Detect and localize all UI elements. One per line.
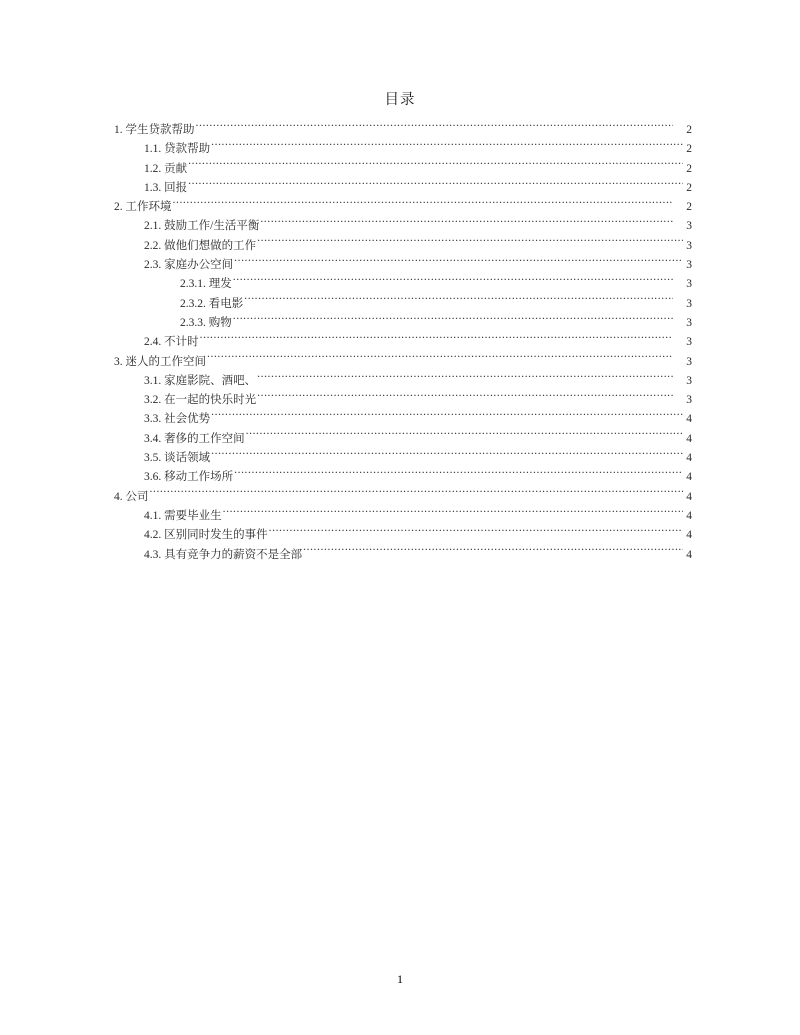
toc-entry[interactable]	[108, 507, 692, 526]
toc-dot-leader	[260, 217, 673, 229]
toc-entry-label: 3.4. 奢侈的工作空间	[144, 432, 245, 445]
toc-dot-leader	[303, 546, 683, 558]
toc-dot-leader	[223, 507, 683, 519]
toc-entry[interactable]	[108, 140, 692, 159]
toc-dot-leader	[233, 275, 673, 287]
toc-entry-label: 2.4. 不计时	[144, 336, 199, 349]
toc-entry[interactable]	[108, 333, 692, 352]
toc-entry-label: 3.5. 谈话领域	[144, 452, 211, 465]
toc-entry-label: 1. 学生贷款帮助	[114, 124, 195, 136]
toc-entry[interactable]	[108, 314, 692, 333]
toc-entry-page-number: 2	[686, 181, 692, 194]
toc-entry[interactable]	[108, 546, 692, 565]
toc-dot-leader	[211, 410, 683, 422]
toc-entry[interactable]	[108, 488, 692, 507]
toc-heading: 目录	[384, 92, 416, 108]
toc-dot-leader	[269, 526, 683, 538]
toc-entry-label: 3.6. 移动工作场所	[144, 471, 234, 484]
toc-dot-leader	[173, 198, 674, 210]
toc-entry[interactable]	[108, 430, 692, 449]
toc-entry[interactable]	[108, 372, 692, 391]
toc-entry[interactable]	[108, 179, 692, 198]
toc-dot-leader	[196, 121, 674, 133]
toc-entry-page-number: 3	[686, 355, 692, 368]
toc-entry-page-number: 3	[686, 259, 692, 272]
toc-entry[interactable]	[108, 410, 692, 429]
toc-dot-leader	[150, 488, 684, 500]
toc-dot-leader	[246, 430, 683, 442]
toc-entry-page-number: 3	[686, 316, 692, 329]
toc-entry-page-number: 2	[686, 124, 692, 136]
toc-entry-label: 3. 迷人的工作空间	[114, 355, 206, 368]
toc-entry-label: 4.2. 区别同时发生的事件	[144, 529, 268, 542]
toc-entry[interactable]	[108, 391, 692, 410]
toc-entry-label: 2.3. 家庭办公空间	[144, 259, 234, 272]
toc-entry-label: 2.3.3. 购物	[180, 316, 232, 329]
table-of-contents	[108, 121, 692, 565]
toc-entry-label: 2.2. 做他们想做的工作	[144, 239, 257, 252]
footer-page-number: 1	[397, 972, 403, 986]
toc-entry-page-number: 4	[686, 432, 692, 445]
toc-entry-page-number: 2	[686, 201, 692, 214]
toc-entry[interactable]	[108, 353, 692, 372]
toc-dot-leader	[244, 295, 673, 307]
toc-entry-page-number: 3	[686, 278, 692, 291]
toc-entry-page-number: 4	[686, 490, 692, 503]
toc-dot-leader	[207, 353, 673, 365]
toc-entry-page-number: 3	[686, 239, 692, 252]
toc-entry-label: 3.1. 家庭影院、酒吧、	[144, 374, 257, 387]
toc-entry-page-number: 3	[686, 374, 692, 387]
toc-entry-label: 2. 工作环境	[114, 201, 172, 214]
toc-dot-leader	[188, 179, 683, 191]
toc-entry[interactable]	[108, 198, 692, 217]
toc-dot-leader	[257, 237, 683, 249]
toc-dot-leader	[233, 314, 673, 326]
toc-entry-label: 2.3.1. 理发	[180, 278, 232, 291]
toc-dot-leader	[257, 372, 673, 384]
toc-dot-leader	[234, 468, 683, 480]
toc-entry-page-number: 3	[686, 297, 692, 310]
toc-entry-page-number: 4	[686, 529, 692, 542]
toc-entry-page-number: 4	[686, 413, 692, 426]
toc-entry-label: 4.3. 具有竞争力的薪资不是全部	[144, 548, 303, 561]
toc-dot-leader	[200, 333, 673, 345]
toc-entry-label: 4.1. 需要毕业生	[144, 509, 222, 522]
toc-entry-page-number: 2	[686, 162, 692, 175]
toc-entry[interactable]	[108, 275, 692, 294]
toc-dot-leader	[188, 160, 683, 172]
toc-entry[interactable]	[108, 121, 692, 140]
toc-entry-page-number: 4	[686, 548, 692, 561]
toc-entry-label: 2.3.2. 看电影	[180, 297, 244, 310]
toc-entry-label: 3.2. 在一起的快乐时光	[144, 394, 257, 407]
toc-entry[interactable]	[108, 256, 692, 275]
toc-entry-page-number: 2	[686, 143, 692, 156]
toc-entry[interactable]	[108, 237, 692, 256]
toc-entry[interactable]	[108, 526, 692, 545]
toc-entry-page-number: 3	[686, 220, 692, 233]
toc-entry[interactable]	[108, 217, 692, 236]
toc-entry-label: 1.3. 回报	[144, 181, 188, 194]
toc-entry-page-number: 4	[686, 452, 692, 465]
toc-entry-page-number: 3	[686, 394, 692, 407]
toc-entry[interactable]	[108, 449, 692, 468]
toc-entry[interactable]	[108, 468, 692, 487]
toc-dot-leader	[211, 449, 683, 461]
toc-entry[interactable]	[108, 160, 692, 179]
toc-dot-leader	[211, 140, 683, 152]
toc-entry-page-number: 3	[686, 336, 692, 349]
toc-entry-label: 3.3. 社会优势	[144, 413, 211, 426]
toc-entry[interactable]	[108, 295, 692, 314]
toc-dot-leader	[257, 391, 673, 403]
toc-entry-label: 2.1. 鼓励工作/生活平衡	[144, 220, 260, 233]
toc-entry-label: 1.2. 贡献	[144, 162, 188, 175]
toc-dot-leader	[234, 256, 683, 268]
toc-entry-label: 4. 公司	[114, 490, 149, 503]
toc-entry-page-number: 4	[686, 471, 692, 484]
toc-entry-label: 1.1. 贷款帮助	[144, 143, 211, 156]
toc-entry-page-number: 4	[686, 509, 692, 522]
